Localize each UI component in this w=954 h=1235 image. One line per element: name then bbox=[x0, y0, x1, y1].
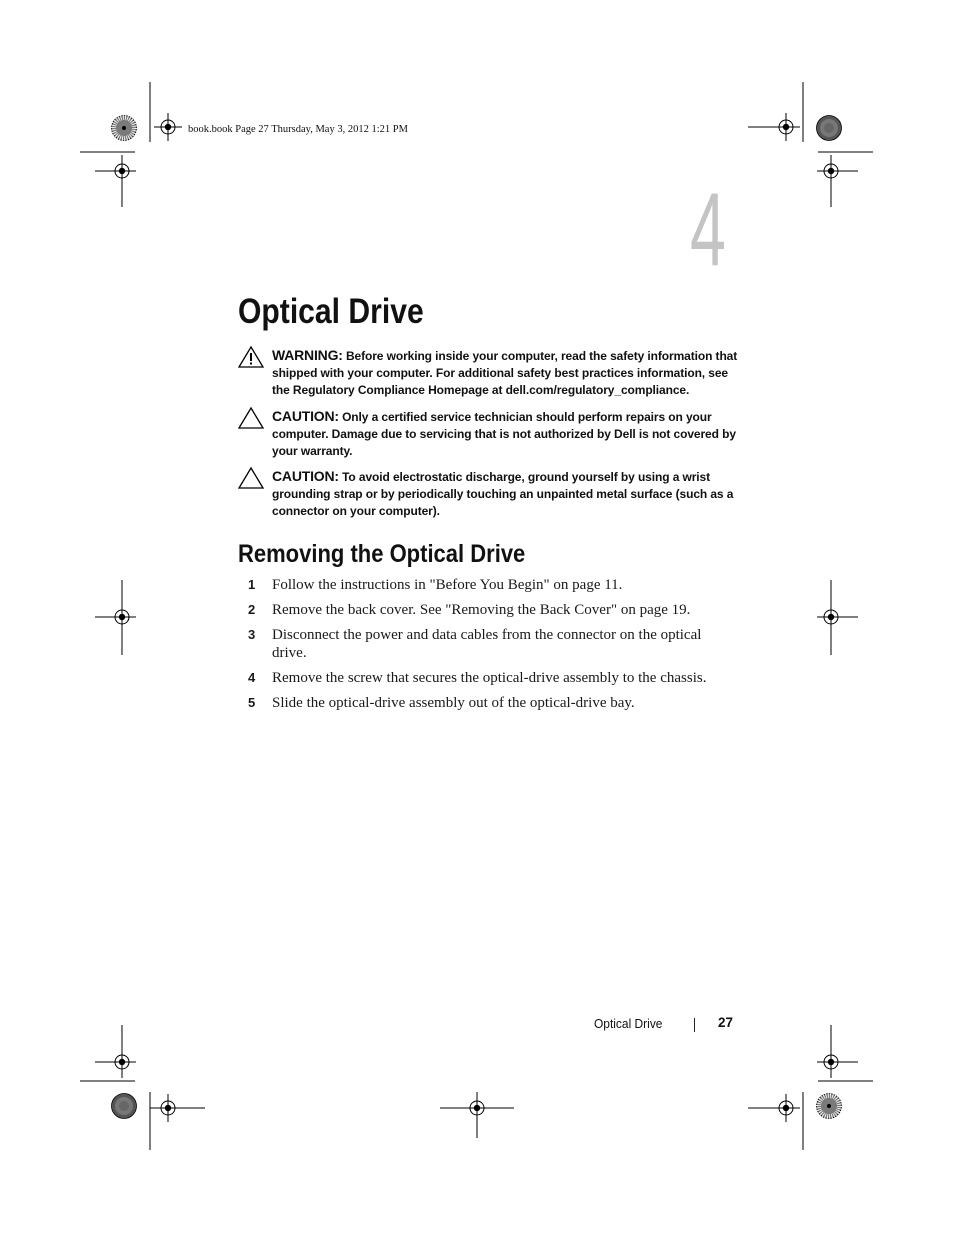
caution-note bbox=[272, 408, 747, 461]
step-text: Remove the screw that secures the optical-drive assembly to the chassis. bbox=[272, 670, 707, 686]
caution-label: CAUTION: bbox=[272, 408, 339, 424]
caution-triangle-icon bbox=[238, 466, 264, 490]
warning-text: Before working inside your computer, read the safety information that shipped with your computer. For additional safety best practices information, see the Regulatory Compliance Homepage at dell.com/regulatory_compliance. bbox=[272, 349, 738, 398]
step-number: 3 bbox=[248, 627, 256, 642]
warning-label: WARNING: bbox=[272, 347, 343, 363]
warning-triangle-icon bbox=[238, 345, 264, 369]
caution-label: CAUTION: bbox=[272, 468, 339, 484]
footer-divider bbox=[694, 1018, 695, 1032]
step-text: Disconnect the power and data cables from the connector on the optical drive. bbox=[272, 627, 702, 661]
page-number: 27 bbox=[718, 1015, 734, 1030]
step-item bbox=[248, 576, 738, 594]
step-text: Remove the back cover. See "Removing the Back Cover" on page 19. bbox=[272, 602, 691, 618]
step-item bbox=[248, 669, 738, 687]
step-text: Slide the optical-drive assembly out of the optical-drive bay. bbox=[272, 695, 635, 711]
step-item bbox=[248, 601, 738, 619]
step-number: 1 bbox=[248, 577, 256, 592]
chapter-number: 4 bbox=[690, 172, 726, 288]
print-header: book.book Page 27 Thursday, May 3, 2012 1:21 PM bbox=[188, 124, 408, 135]
step-text: Follow the instructions in "Before You Begin" on page 11. bbox=[272, 577, 623, 593]
procedure-steps bbox=[248, 576, 738, 719]
caution-note bbox=[272, 468, 747, 521]
warning-note bbox=[272, 347, 747, 400]
step-number: 4 bbox=[248, 670, 256, 685]
step-item bbox=[248, 626, 738, 662]
chapter-title: Optical Drive bbox=[238, 292, 424, 331]
step-number: 2 bbox=[248, 602, 256, 617]
step-number: 5 bbox=[248, 695, 256, 710]
step-item bbox=[248, 694, 738, 712]
section-title: Removing the Optical Drive bbox=[238, 540, 526, 568]
caution-text: Only a certified service technician should perform repairs on your computer. Damage due to servicing that is not authorized by Dell is not covered by your warranty. bbox=[272, 410, 736, 459]
caution-triangle-icon bbox=[238, 406, 264, 430]
footer-title: Optical Drive bbox=[594, 1016, 663, 1031]
caution-text: To avoid electrostatic discharge, ground yourself by using a wrist grounding strap or by periodically touching an unpainted metal surface (such as a connector on your computer). bbox=[272, 470, 734, 519]
